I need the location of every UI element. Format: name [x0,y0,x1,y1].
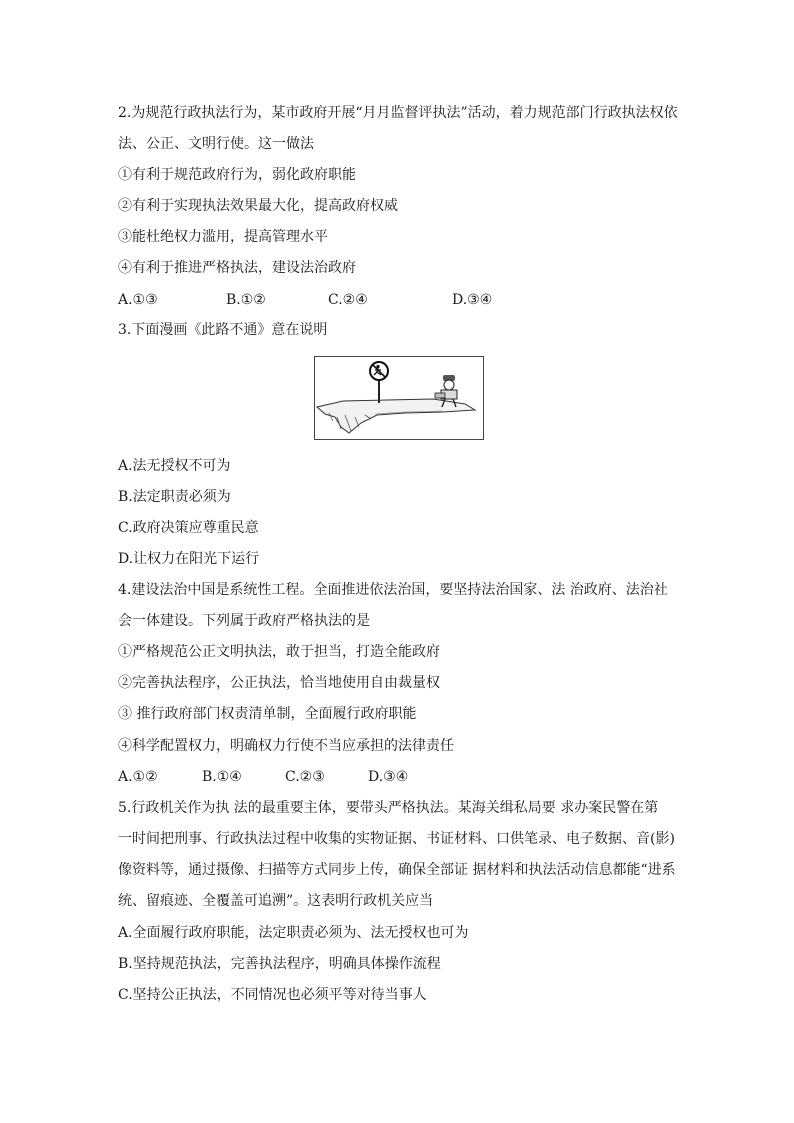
q5-stem-line1: 5.行政机关作为执 法的最重要主体，要带头严格执法。某海关缉私局要 求办案民警在第 [118,800,659,816]
q2-option-a[interactable]: A.①③ [118,292,158,308]
q5-stem-line3: 像资料等，通过摄像、扫描等方式同步上传，确保全部证 据材料和执法活动信息都能“进系 [118,862,676,878]
q2-statement-4: ④有利于推进严格执法，建设法治政府 [118,260,356,276]
cartoon-drawing [315,357,483,439]
q5-option-c[interactable]: C.坚持公正执法，不同情况也必须平等对待当事人 [118,987,427,1003]
q4-option-b[interactable]: B.①④ [202,769,242,785]
q3-option-d[interactable]: D.让权力在阳光下运行 [118,551,260,567]
q5-stem-line2: 一时间把刑事、行政执法过程中收集的实物证据、书证材料、口供笔录、电子数据、音(影) [118,831,675,847]
q2-option-d[interactable]: D.③④ [452,292,493,308]
q2-statement-3: ③能杜绝权力滥用，提高管理水平 [118,229,328,245]
q4-stem-line2: 会一体建设。下列属于政府严格执法的是 [118,613,370,629]
q5-stem-line4: 统、留痕迹、全覆盖可追溯”。这表明行政机关应当 [118,893,434,909]
cartoon-image [314,356,484,440]
q4-statement-1: ①严格规范公正文明执法，敢于担当，打造全能政府 [118,644,440,660]
q2-stem-line2: 法、公正、文明行使。这一做法 [118,136,314,152]
q4-statement-3: ③ 推行政府部门权责清单制，全面履行政府职能 [118,706,417,722]
q4-statement-2: ②完善执法程序，公正执法，恰当地使用自由裁量权 [118,675,440,691]
q2-statement-1: ①有利于规范政府行为，弱化政府职能 [118,167,356,183]
q2-option-c[interactable]: C.②④ [328,292,368,308]
q4-statement-4: ④科学配置权力，明确权力行使不当应承担的法律责任 [118,738,454,754]
q2-statement-2: ②有利于实现执法效果最大化，提高政府权威 [118,198,398,214]
q4-option-a[interactable]: A.①② [118,769,158,785]
no-walking-sign-icon [370,362,388,380]
q2-stem-line1: 2.为规范行政执法行为，某市政府开展“月月监督评执法”活动，着力规范部门行政执法权依 [118,105,678,121]
q5-option-a[interactable]: A.全面履行政府职能，法定职责必须为、法无授权也可为 [118,925,469,941]
q3-option-c[interactable]: C.政府决策应尊重民意 [118,520,259,536]
q3-stem: 3.下面漫画《此路不通》意在说明 [118,322,328,338]
q3-option-b[interactable]: B.法定职责必须为 [118,489,231,505]
q2-option-b[interactable]: B.①② [226,292,266,308]
q4-stem-line1: 4.建设法治中国是系统性工程。全面推进依法治国，要坚持法治国家、法 治政府、法治社 [118,582,668,598]
q5-option-b[interactable]: B.坚持规范执法，完善执法程序，明确具体操作流程 [118,956,441,972]
q4-option-c[interactable]: C.②③ [285,769,325,785]
q3-option-a[interactable]: A.法无授权不可为 [118,458,231,474]
q4-option-d[interactable]: D.③④ [368,769,409,785]
